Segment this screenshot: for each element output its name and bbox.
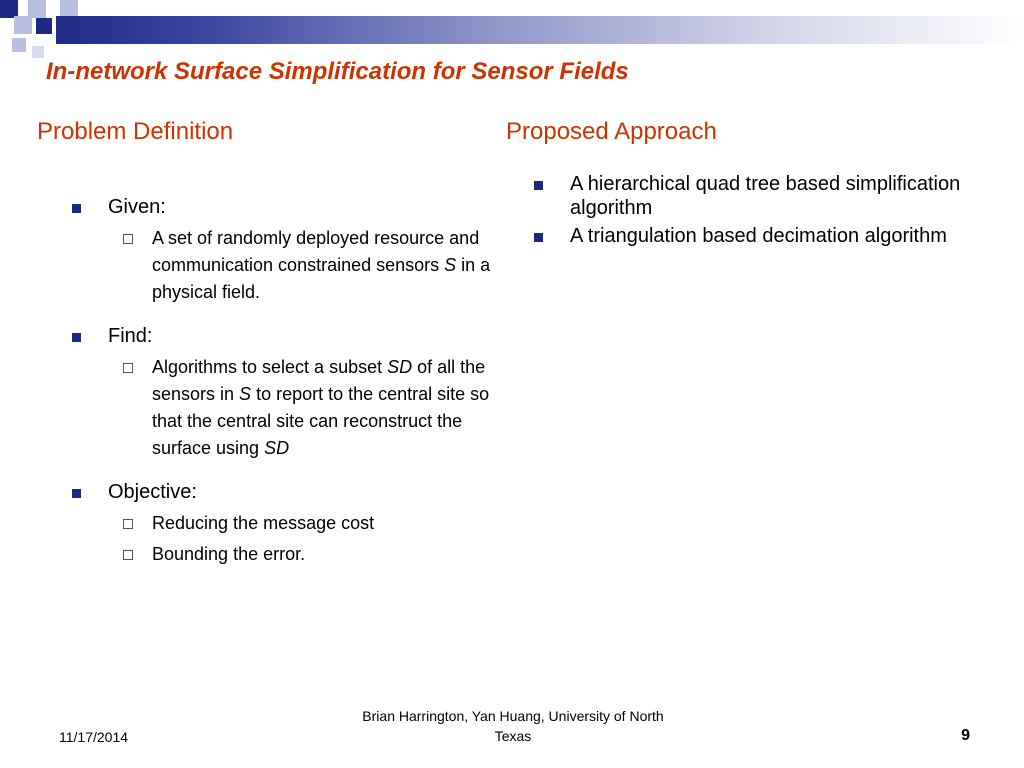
hollow-square-bullet-icon — [123, 550, 133, 560]
proposed-approach-column — [532, 172, 972, 248]
header-square-decoration — [14, 16, 32, 34]
header-square-decoration — [60, 0, 78, 16]
footer-credit: Brian Harrington, Yan Huang, University of North Texas — [362, 708, 664, 744]
square-bullet-icon — [534, 233, 543, 242]
approach-item: A hierarchical quad tree based simplification algorithm — [532, 172, 972, 220]
hollow-square-bullet-icon — [123, 519, 133, 529]
problem-definition-heading: Problem Definition — [37, 118, 234, 145]
hollow-square-bullet-icon — [123, 363, 133, 373]
square-bullet-icon — [72, 489, 81, 498]
header-square-decoration — [36, 18, 52, 34]
approach-item: A triangulation based decimation algorithm — [532, 224, 972, 248]
bullet-find — [70, 324, 510, 462]
square-bullet-icon — [72, 333, 81, 342]
hollow-square-bullet-icon — [123, 234, 133, 244]
header-square-decoration — [12, 38, 26, 52]
sub-bullet: Reducing the message cost — [108, 510, 510, 537]
bullet-objective — [70, 480, 510, 568]
sub-bullet: A set of randomly deployed resource and communication constrained sensors S in a physical field. — [108, 225, 510, 306]
bullet-label: Given: — [108, 196, 166, 218]
square-bullet-icon — [534, 181, 543, 190]
symbol-s: S — [444, 255, 457, 275]
sub-bullet: Bounding the error. — [108, 541, 510, 568]
sub-bullet: Algorithms to select a subset SD of all the sensors in S to report to the central site so that the central site can reconstruct the surface using SD — [108, 354, 510, 462]
symbol-s: S — [239, 384, 252, 404]
proposed-approach-heading: Proposed Approach — [506, 118, 717, 145]
footer-date: 11/17/2014 — [59, 729, 129, 745]
problem-definition-column — [70, 195, 510, 568]
header-square-decoration — [32, 46, 44, 58]
symbol-sd: SD — [387, 357, 413, 377]
bullet-label: Objective: — [108, 481, 197, 503]
slide-title: In-network Surface Simplification for Sensor Fields — [46, 58, 629, 85]
page-number: 9 — [961, 727, 970, 744]
square-bullet-icon — [72, 204, 81, 213]
bullet-given — [70, 195, 510, 306]
bullet-label: Find: — [108, 325, 153, 347]
header-gradient-bar — [56, 16, 1024, 44]
symbol-sd: SD — [264, 438, 290, 458]
